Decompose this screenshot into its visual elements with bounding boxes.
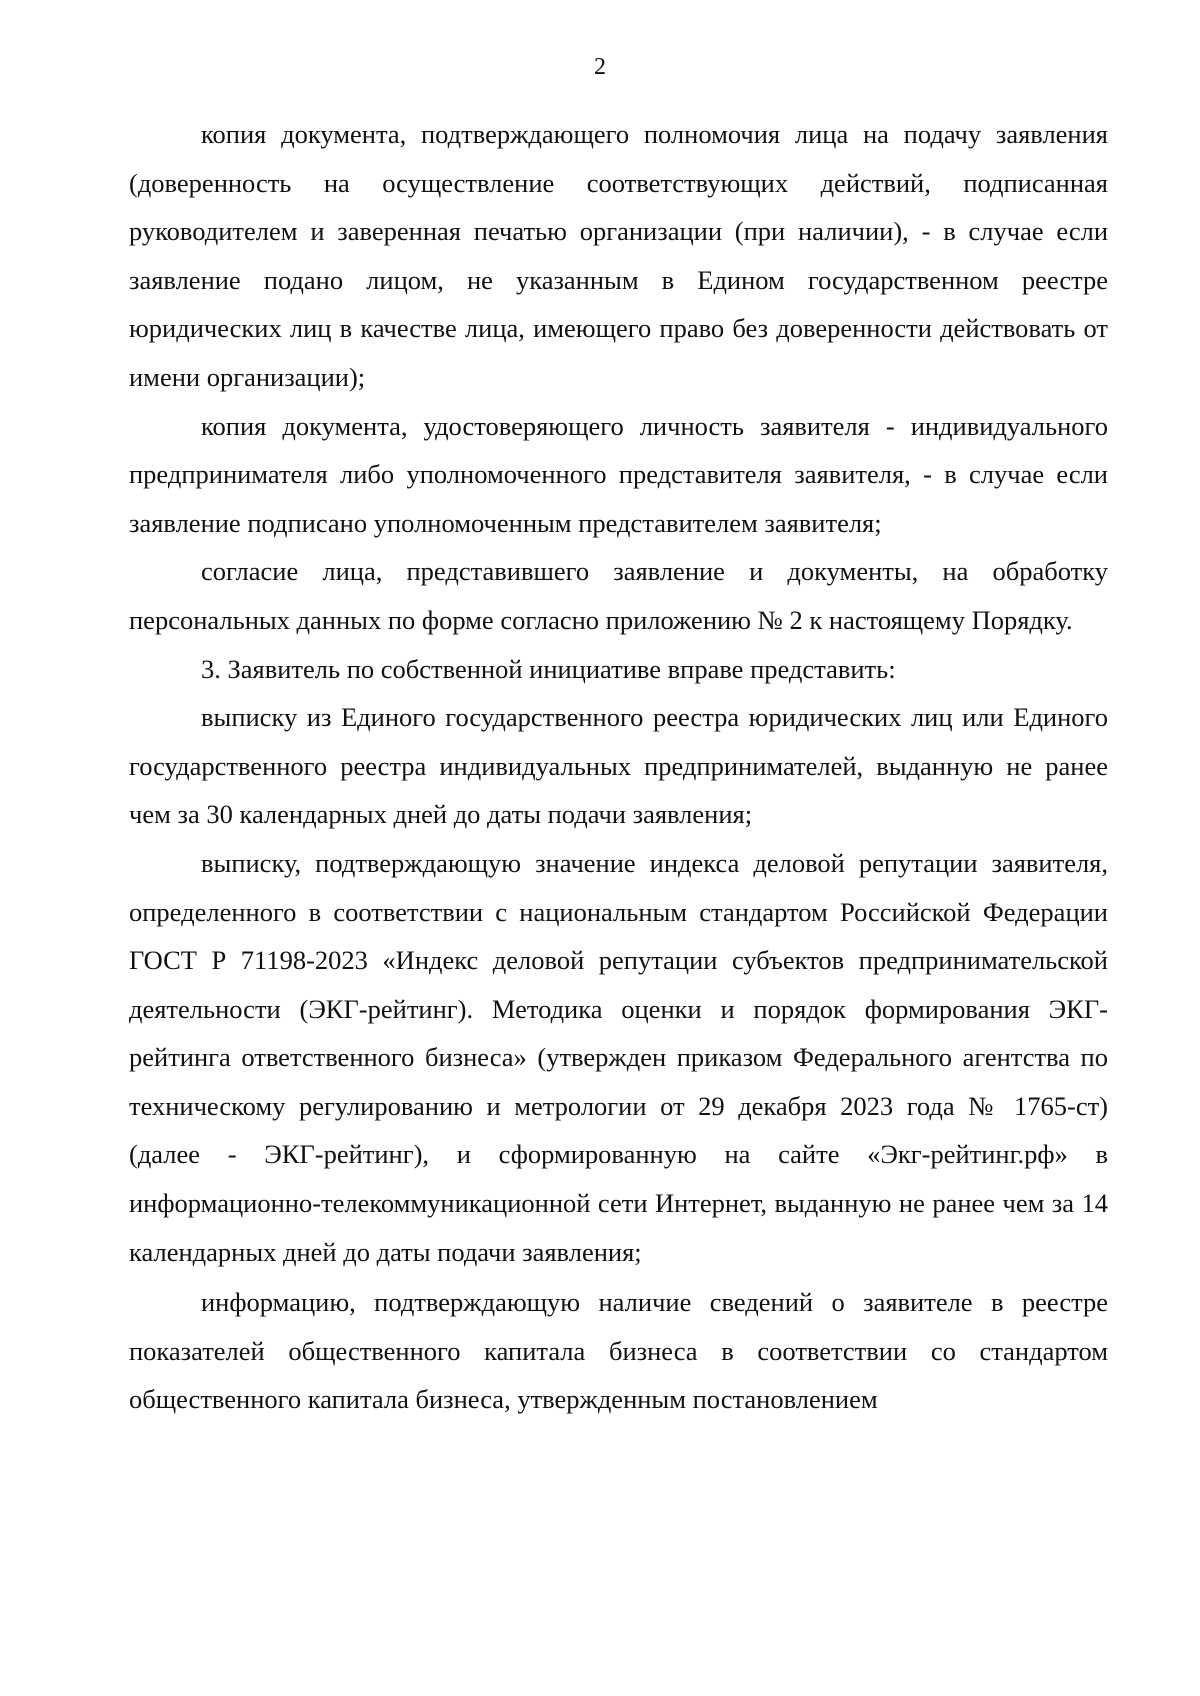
paragraph-social-capital-info: информацию, подтверждающую наличие сведений о заявителе в реестре показателей общественного капитала бизнеса в соответствии со стандартом общественного капитала бизнеса, утвержденным постановлением — [129, 1287, 1108, 1415]
document-body — [129, 110, 1108, 1424]
paragraph-section-3-heading: 3. Заявитель по собственной инициативе вправе представить: — [201, 653, 896, 684]
paragraph-identity-document: копия документа, удостоверяющего личность заявителя - индивидуального предпринимателя либо уполномоченного представителя заявителя, - в случае если заявление подписано уполномоченным представителем заявителя; — [129, 410, 1108, 538]
paragraph-personal-data-consent: согласие лица, представившего заявление и документы, на обработку персональных данных по форме согласно приложению № 2 к настоящему Порядку. — [129, 556, 1108, 635]
paragraph-registry-extract: выписку из Единого государственного реестра юридических лиц или Единого государственного реестра индивидуальных предпринимателей, выданную не ранее чем за 30 календарных дней до даты подачи заявления; — [129, 702, 1108, 830]
page-number: 2 — [594, 54, 606, 80]
paragraph-reputation-index-extract: выписку, подтверждающую значение индекса деловой репутации заявителя, определенного в соответствии с национальным стандартом Российской Федерации ГОСТ Р 71198-2023 «Индекс деловой репутации субъектов предпринимательской деятельности (ЭКГ-рейтинг). Методика оценки и порядок формирования ЭКГ-рейтинга ответственного бизнеса» (утвержден приказом Федерального агентства по техническому регулированию и метрологии от 29 декабря 2023 года № 1765-ст) (далее - ЭКГ-рейтинг), и сформированную на сайте «Экг-рейтинг.рф» в информационно-телекоммуникационной сети Интернет, выданную не ранее чем за 14 календарных дней до даты подачи заявления; — [129, 847, 1108, 1267]
paragraph-authority-document: копия документа, подтверждающего полномочия лица на подачу заявления (доверенность на осуществление соответствующих действий, подписанная руководителем и заверенная печатью организации (при наличии), - в случае если заявление подано лицом, не указанным в Едином государственном реестре юридических лиц в качестве лица, имеющего право без доверенности действовать от имени организации); — [129, 119, 1108, 392]
